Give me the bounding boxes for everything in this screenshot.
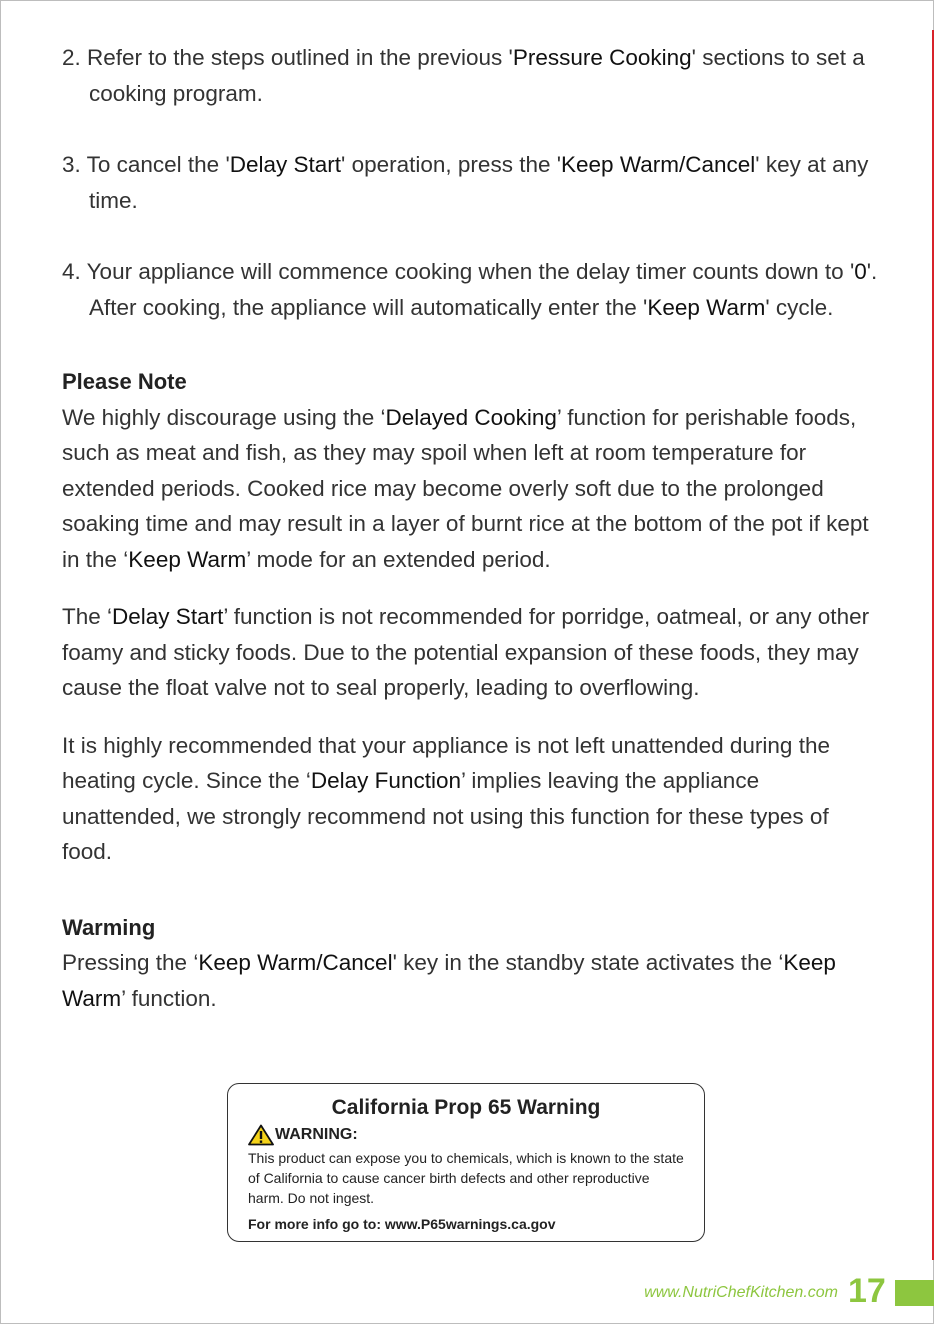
warming-text: ' key in the standby state activates the ‘: [392, 950, 784, 975]
page-number: 17: [848, 1272, 886, 1310]
warming-paragraph: [62, 945, 882, 1016]
prop65-title: California Prop 65 Warning: [331, 1096, 601, 1119]
warming-text: Pressing the ‘: [62, 950, 199, 975]
step-highlight: Delay Start: [229, 152, 342, 177]
step-highlight: Keep Warm: [647, 294, 766, 320]
footer-website: www.NutriChefKitchen.com: [644, 1284, 838, 1301]
note-text: The ‘: [62, 604, 113, 629]
warming-heading: Warming: [62, 914, 156, 940]
step-text: ' key at any time.: [89, 152, 869, 213]
warming-highlight: Keep Warm/Cancel: [198, 950, 393, 975]
warming-highlight: Keep Warm: [62, 950, 836, 1011]
step-text: ' operation, press the ': [341, 152, 562, 177]
step-number: 2.: [62, 45, 81, 70]
note-text: ’ implies leaving the appliance unattended, we strongly recommend not using this function for these types of food.: [62, 768, 829, 864]
step-number: 3.: [62, 152, 81, 177]
note-highlight: Delay Start: [112, 604, 224, 629]
note-highlight: Delayed Cooking: [385, 404, 557, 430]
prop65-body: This product can expose you to chemicals, which is known to the state of California to cause cancer birth defects and other reproductive harm. Do not ingest.: [248, 1150, 684, 1206]
step-text: ' sections to set a cooking program.: [89, 45, 865, 106]
prop65-warning-box: [227, 1083, 705, 1242]
note-paragraph-1: [62, 400, 882, 578]
step-text: Your appliance will commence cooking when the delay timer counts down to ': [80, 259, 855, 284]
note-highlight: Keep Warm: [128, 546, 247, 572]
note-text: It is highly recommended that your appliance is not left unattended during the heating cycle. Since the ‘: [62, 732, 830, 793]
warming-text: ’ function.: [121, 985, 217, 1011]
step-text: ' cycle.: [765, 294, 834, 320]
step-highlight: Keep Warm/Cancel: [561, 152, 756, 177]
note-paragraph-3: [62, 728, 882, 870]
prop65-warning-label: WARNING:: [275, 1126, 358, 1143]
note-text: We highly discourage using the ‘: [62, 404, 386, 430]
step-text: '. After cooking, the appliance will automatically enter the ': [89, 259, 878, 320]
note-paragraph-2: [62, 599, 882, 706]
step-highlight: 0: [854, 259, 867, 284]
prop65-more-info: For more info go to: www.P65warnings.ca.gov: [248, 1216, 556, 1232]
step-number: 4.: [62, 259, 81, 284]
step-3: [62, 147, 882, 218]
note-highlight: Delay Function: [310, 768, 461, 793]
step-highlight: Pressure Cooking: [512, 45, 692, 70]
step-2: [62, 40, 882, 111]
note-text: ’ function for perishable foods, such as meat and fish, as they may spoil when left at room temperature for extended periods. Cooked rice may become overly soft due to the prolonged soaking time and may result in a layer of burnt rice at the bottom of the pot if kept in the ‘: [62, 404, 869, 572]
page-tab-marker: [895, 1280, 934, 1306]
manual-content: [62, 40, 882, 1016]
note-text: ’ mode for an extended period.: [246, 546, 551, 572]
step-text: To cancel the ': [80, 152, 230, 177]
step-4: [62, 254, 882, 325]
prop65-warning-row: [248, 1124, 684, 1146]
warning-triangle-icon: [248, 1124, 274, 1146]
please-note-heading: Please Note: [62, 369, 187, 394]
note-text: ’ function is not recommended for porridge, oatmeal, or any other foamy and sticky foods. Due to the potential expansion of these foods, they may cause the float valve not to seal properly, leading to overflowing.: [62, 604, 870, 700]
step-text: Refer to the steps outlined in the previous ': [80, 45, 513, 70]
